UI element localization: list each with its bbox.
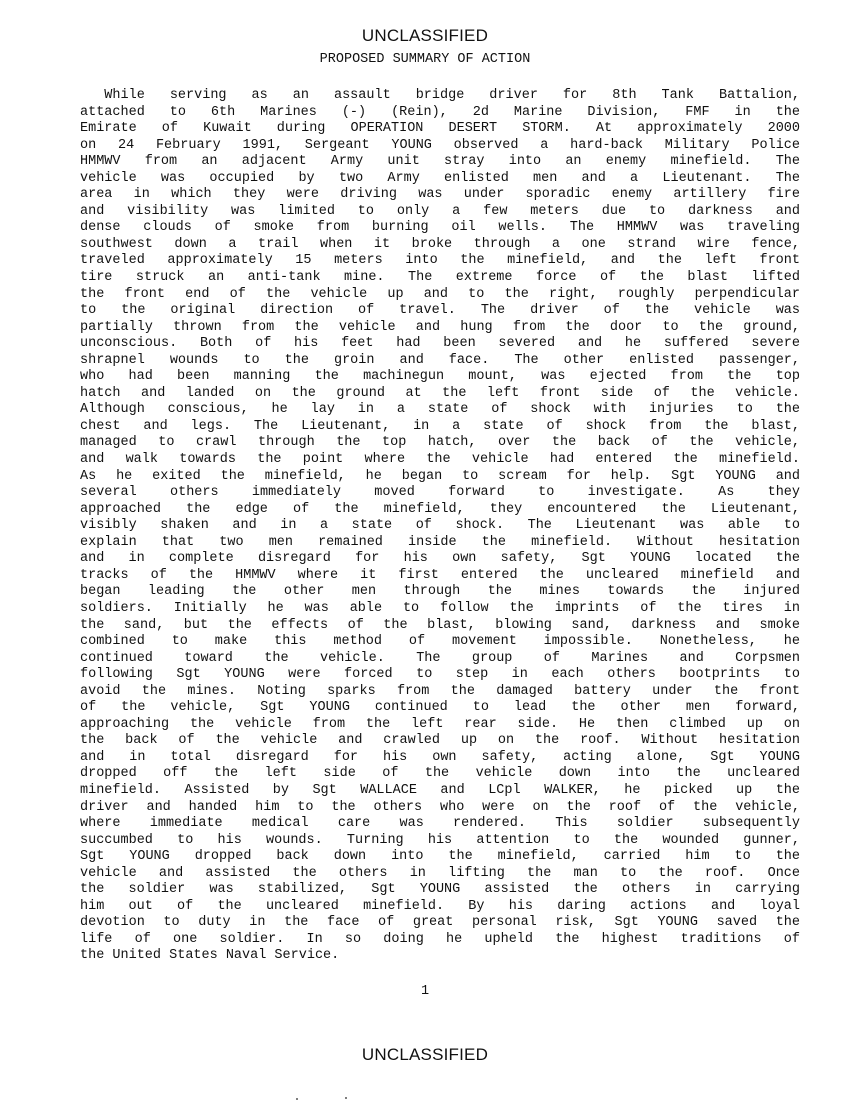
classification-marking-top: UNCLASSIFIED xyxy=(361,26,489,45)
body-text-line: hatch and landed on the ground at the left front side of the vehicle. xyxy=(80,385,800,401)
body-text-line: traveled approximately 15 meters into the minefield, and the left front xyxy=(80,253,800,269)
body-text-line: chest and legs. The Lieutenant, in a state of shock from the blast, xyxy=(80,418,800,434)
scan-speck xyxy=(345,1097,347,1099)
summary-body-text xyxy=(80,88,800,965)
body-text-line: the back of the vehicle and crawled up on the roof. Without hesitation xyxy=(80,733,800,749)
body-text-line: Emirate of Kuwait during OPERATION DESERT STORM. At approximately 2000 xyxy=(80,121,800,137)
body-text-line: succumbed to his wounds. Turning his attention to the wounded gunner, xyxy=(80,832,800,848)
body-text-line: minefield. Assisted by Sgt WALLACE and LCpl WALKER, he picked up the xyxy=(80,782,800,798)
classification-marking-bottom: UNCLASSIFIED xyxy=(361,1045,489,1064)
body-text-line: As he exited the minefield, he began to scream for help. Sgt YOUNG and xyxy=(80,468,800,484)
body-text-line: the sand, but the effects of the blast, blowing sand, darkness and smoke xyxy=(80,617,800,633)
body-text-line: area in which they were driving was under sporadic enemy artillery fire xyxy=(80,187,800,203)
body-text-line: and in complete disregard for his own safety, Sgt YOUNG located the xyxy=(80,551,800,567)
body-text-line: Sgt YOUNG dropped back down into the minefield, carried him to the xyxy=(80,849,800,865)
body-text-line: to the original direction of travel. The driver of the vehicle was xyxy=(80,303,800,319)
body-text-line: Although conscious, he lay in a state of shock with injuries to the xyxy=(80,402,800,418)
body-text-line: the front end of the vehicle up and to the right, roughly perpendicular xyxy=(80,286,800,302)
body-text-line: tracks of the HMMWV where it first entered the uncleared minefield and xyxy=(80,567,800,583)
body-text-line: and in total disregard for his own safety, acting alone, Sgt YOUNG xyxy=(80,749,800,765)
body-text-line: avoid the mines. Noting sparks from the damaged battery under the front xyxy=(80,683,800,699)
body-text-line: devotion to duty in the face of great personal risk, Sgt YOUNG saved the xyxy=(80,915,800,931)
body-text-line: on 24 February 1991, Sergeant YOUNG observed a hard-back Military Police xyxy=(80,137,800,153)
body-text-line: managed to crawl through the top hatch, over the back of the vehicle, xyxy=(80,435,800,451)
body-text-line: visibly shaken and in a state of shock. The Lieutenant was able to xyxy=(80,518,800,534)
body-text-line: who had been manning the machinegun mount, was ejected from the top xyxy=(80,369,800,385)
body-text-line: attached to 6th Marines (-) (Rein), 2d Marine Division, FMF in the xyxy=(80,104,800,120)
body-text-line: southwest down a trail when it broke through a one strand wire fence, xyxy=(80,236,800,252)
body-text-line: vehicle and assisted the others in lifting the man to the roof. Once xyxy=(80,865,800,881)
body-text-line: dense clouds of smoke from burning oil wells. The HMMWV was traveling xyxy=(80,220,800,236)
body-text-line: and walk towards the point where the vehicle had entered the minefield. xyxy=(80,452,800,468)
body-text-line: While serving as an assault bridge driver for 8th Tank Battalion, xyxy=(104,88,800,103)
body-text-line: and visibility was limited to only a few meters due to darkness and xyxy=(80,203,800,219)
body-text-line: following Sgt YOUNG were forced to step in each others bootprints to xyxy=(80,667,800,683)
body-text-line: driver and handed him to the others who were on the roof of the vehicle, xyxy=(80,799,800,815)
body-text-line: approaching the vehicle from the left rear side. He then climbed up on xyxy=(80,716,800,732)
body-text-line: approached the edge of the minefield, they encountered the Lieutenant, xyxy=(80,501,800,517)
document-title: PROPOSED SUMMARY OF ACTION xyxy=(319,52,531,67)
body-text-line: tire struck an anti-tank mine. The extreme force of the blast lifted xyxy=(80,270,800,286)
body-text-line: vehicle was occupied by two Army enlisted men and a Lieutenant. The xyxy=(80,170,800,186)
body-text-line: him out of the uncleared minefield. By his daring actions and loyal xyxy=(80,898,800,914)
body-text-line: partially thrown from the vehicle and hung from the door to the ground, xyxy=(80,319,800,335)
body-text-line: continued toward the vehicle. The group of Marines and Corpsmen xyxy=(80,650,800,666)
body-text-line: soldiers. Initially he was able to follow the imprints of the tires in xyxy=(80,600,800,616)
body-text-line: combined to make this method of movement impossible. Nonetheless, he xyxy=(80,634,800,650)
body-text-line: the United States Naval Service. xyxy=(80,948,340,964)
body-text-line: dropped off the left side of the vehicle down into the uncleared xyxy=(80,766,800,782)
body-text-line: explain that two men remained inside the minefield. Without hesitation xyxy=(80,534,800,550)
body-text-line: of the vehicle, Sgt YOUNG continued to lead the other men forward, xyxy=(80,700,800,716)
page-number: 1 xyxy=(420,984,430,999)
body-text-line: shrapnel wounds to the groin and face. The other enlisted passenger, xyxy=(80,352,800,368)
body-text-line: where immediate medical care was rendered. This soldier subsequently xyxy=(80,816,800,832)
body-text-line: the soldier was stabilized, Sgt YOUNG assisted the others in carrying xyxy=(80,882,800,898)
scan-speck xyxy=(296,1098,298,1100)
body-text-line: life of one soldier. In so doing he upheld the highest traditions of xyxy=(80,931,800,947)
body-text-line: unconscious. Both of his feet had been severed and he suffered severe xyxy=(80,336,800,352)
body-text-line: HMMWV from an adjacent Army unit stray into an enemy minefield. The xyxy=(80,154,800,170)
body-text-line: began leading the other men through the mines towards the injured xyxy=(80,584,800,600)
body-text-line: several others immediately moved forward to investigate. As they xyxy=(80,485,800,501)
